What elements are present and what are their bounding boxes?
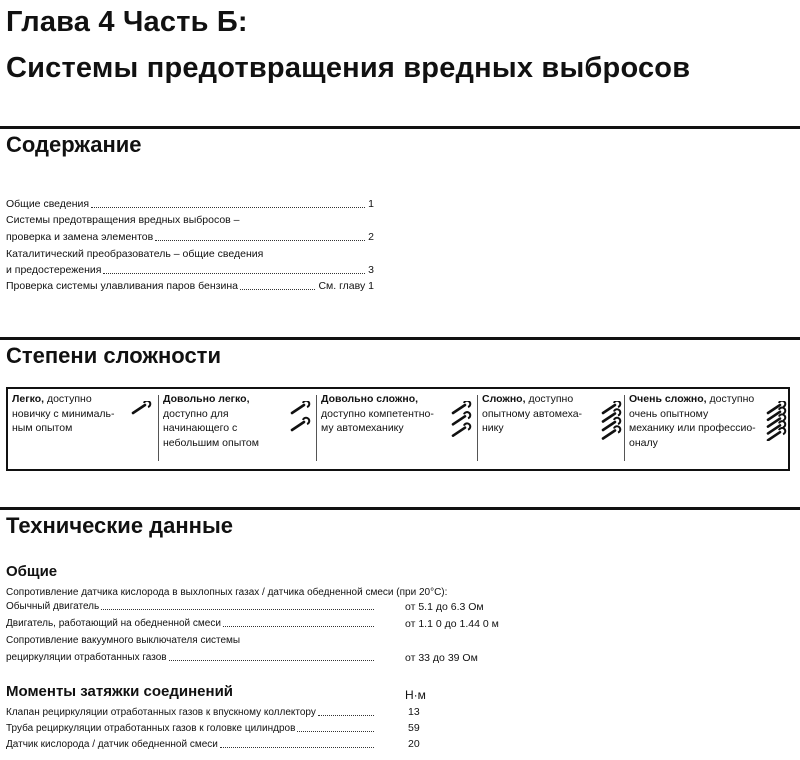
wrench-shaft (603, 414, 615, 422)
spec-row (6, 617, 376, 630)
torque-unit: Н·м (405, 688, 426, 702)
spec-value: 13 (408, 706, 420, 718)
spec-intro: Сопротивление датчика кислорода в выхлопных газах / датчика обедненной смеси (при 20°С): (6, 587, 448, 598)
level-text: очень опытному (629, 407, 709, 420)
table-of-contents (6, 196, 386, 296)
toc-item-text: Общие сведения (6, 198, 90, 210)
toc-item-text: Проверка системы улавливания паров бензина (6, 280, 238, 292)
level-text: доступно для (163, 407, 229, 420)
spec-value: 59 (408, 722, 420, 734)
section-rule (0, 126, 800, 129)
spec-label: Труба рециркуляции отработанных газов к головке цилиндров (6, 723, 296, 734)
level-text: ным опытом (12, 422, 73, 434)
spec-row (6, 706, 376, 719)
contents-heading: Содержание (6, 132, 142, 157)
level-name: Легко, (12, 393, 45, 405)
level-text: механику или профессио- (629, 422, 756, 434)
toc-item (6, 264, 374, 277)
wrench-shaft (603, 422, 615, 430)
spec-label: Двигатель, работающий на обедненной смеси (6, 618, 221, 629)
level-text: му автомеханику (321, 422, 404, 434)
difficulty-level-2 (159, 389, 316, 469)
wrench-shaft (453, 416, 465, 424)
level-text: доступно (46, 393, 92, 405)
wrench-shaft (292, 422, 304, 430)
spec-value: от 1.1 0 до 1.44 0 м (405, 618, 499, 630)
chapter-title: Системы предотвращения вредных выбросов (6, 52, 691, 84)
wrench-icon (765, 401, 787, 441)
difficulty-level-3 (317, 389, 477, 469)
spec-label: Обычный двигатель (6, 601, 100, 612)
level-text: нику (482, 422, 504, 434)
spec-row (6, 722, 376, 735)
spec-label: рециркуляции отработанных газов (6, 652, 167, 663)
level-text: доступно (709, 393, 755, 405)
spec-row (6, 651, 376, 664)
level-text: доступно компетентно- (321, 407, 434, 420)
wrench-shaft (133, 405, 145, 413)
section-rule (0, 337, 800, 340)
torque-heading: Моменты затяжки соединений (6, 683, 234, 700)
wrench-icon (289, 401, 311, 441)
level-text: опытному автомеха- (482, 407, 583, 420)
toc-item-text: Каталитический преобразователь – общие сведения (6, 248, 264, 260)
level-name: Довольно сложно, (321, 393, 419, 405)
difficulty-level-1 (8, 389, 158, 469)
technical-heading: Технические данные (6, 513, 233, 538)
level-name: Сложно, (482, 393, 526, 405)
chapter-heading: Глава 4 Часть Б: (6, 6, 248, 38)
level-name: Очень сложно, (629, 393, 707, 405)
spec-value: от 5.1 до 6.3 Ом (405, 601, 484, 613)
toc-item-text: проверка и замена элементов (6, 231, 154, 243)
wrench-icon (130, 401, 152, 441)
wrench-shaft (453, 405, 465, 413)
difficulty-level-4 (478, 389, 624, 469)
level-text: новичку с минималь- (12, 407, 115, 420)
wrench-shaft (292, 405, 304, 413)
level-text: оналу (629, 436, 658, 449)
wrench-shaft (453, 428, 465, 436)
wrench-shaft (603, 431, 615, 439)
level-name: Довольно легко, (163, 393, 250, 405)
toc-item-text: и предостережения (6, 264, 102, 276)
level-text: небольшим опытом (163, 436, 259, 449)
spec-row (6, 738, 376, 751)
spec-label: Датчик кислорода / датчик обедненной смеси (6, 739, 218, 750)
difficulty-level-5 (625, 389, 788, 469)
toc-item (6, 280, 374, 293)
toc-item-page: См. главу 1 (318, 280, 374, 292)
spec-label: Клапан рециркуляции отработанных газов к впускному коллектору (6, 707, 316, 718)
toc-item-page: 1 (368, 198, 374, 210)
difficulty-scale (6, 387, 790, 471)
toc-item-page: 2 (368, 231, 374, 243)
section-rule (0, 507, 800, 510)
toc-item-page: 3 (368, 264, 374, 276)
wrench-icon (450, 401, 472, 441)
spec-row (6, 600, 376, 613)
toc-item (6, 198, 374, 211)
spec-value: от 33 до 39 Ом (405, 652, 478, 664)
spec-label: Сопротивление вакуумного выключателя системы (6, 635, 241, 646)
wrench-shaft (603, 405, 615, 413)
toc-item-text: Системы предотвращения вредных выбросов – (6, 214, 240, 226)
spec-value: 20 (408, 738, 420, 750)
level-text: доступно (528, 393, 574, 405)
difficulty-heading: Степени сложности (6, 343, 221, 368)
wrench-icon (600, 401, 622, 441)
toc-item (6, 231, 374, 244)
level-text: начинающего с (163, 422, 238, 434)
general-heading: Общие (6, 563, 58, 580)
